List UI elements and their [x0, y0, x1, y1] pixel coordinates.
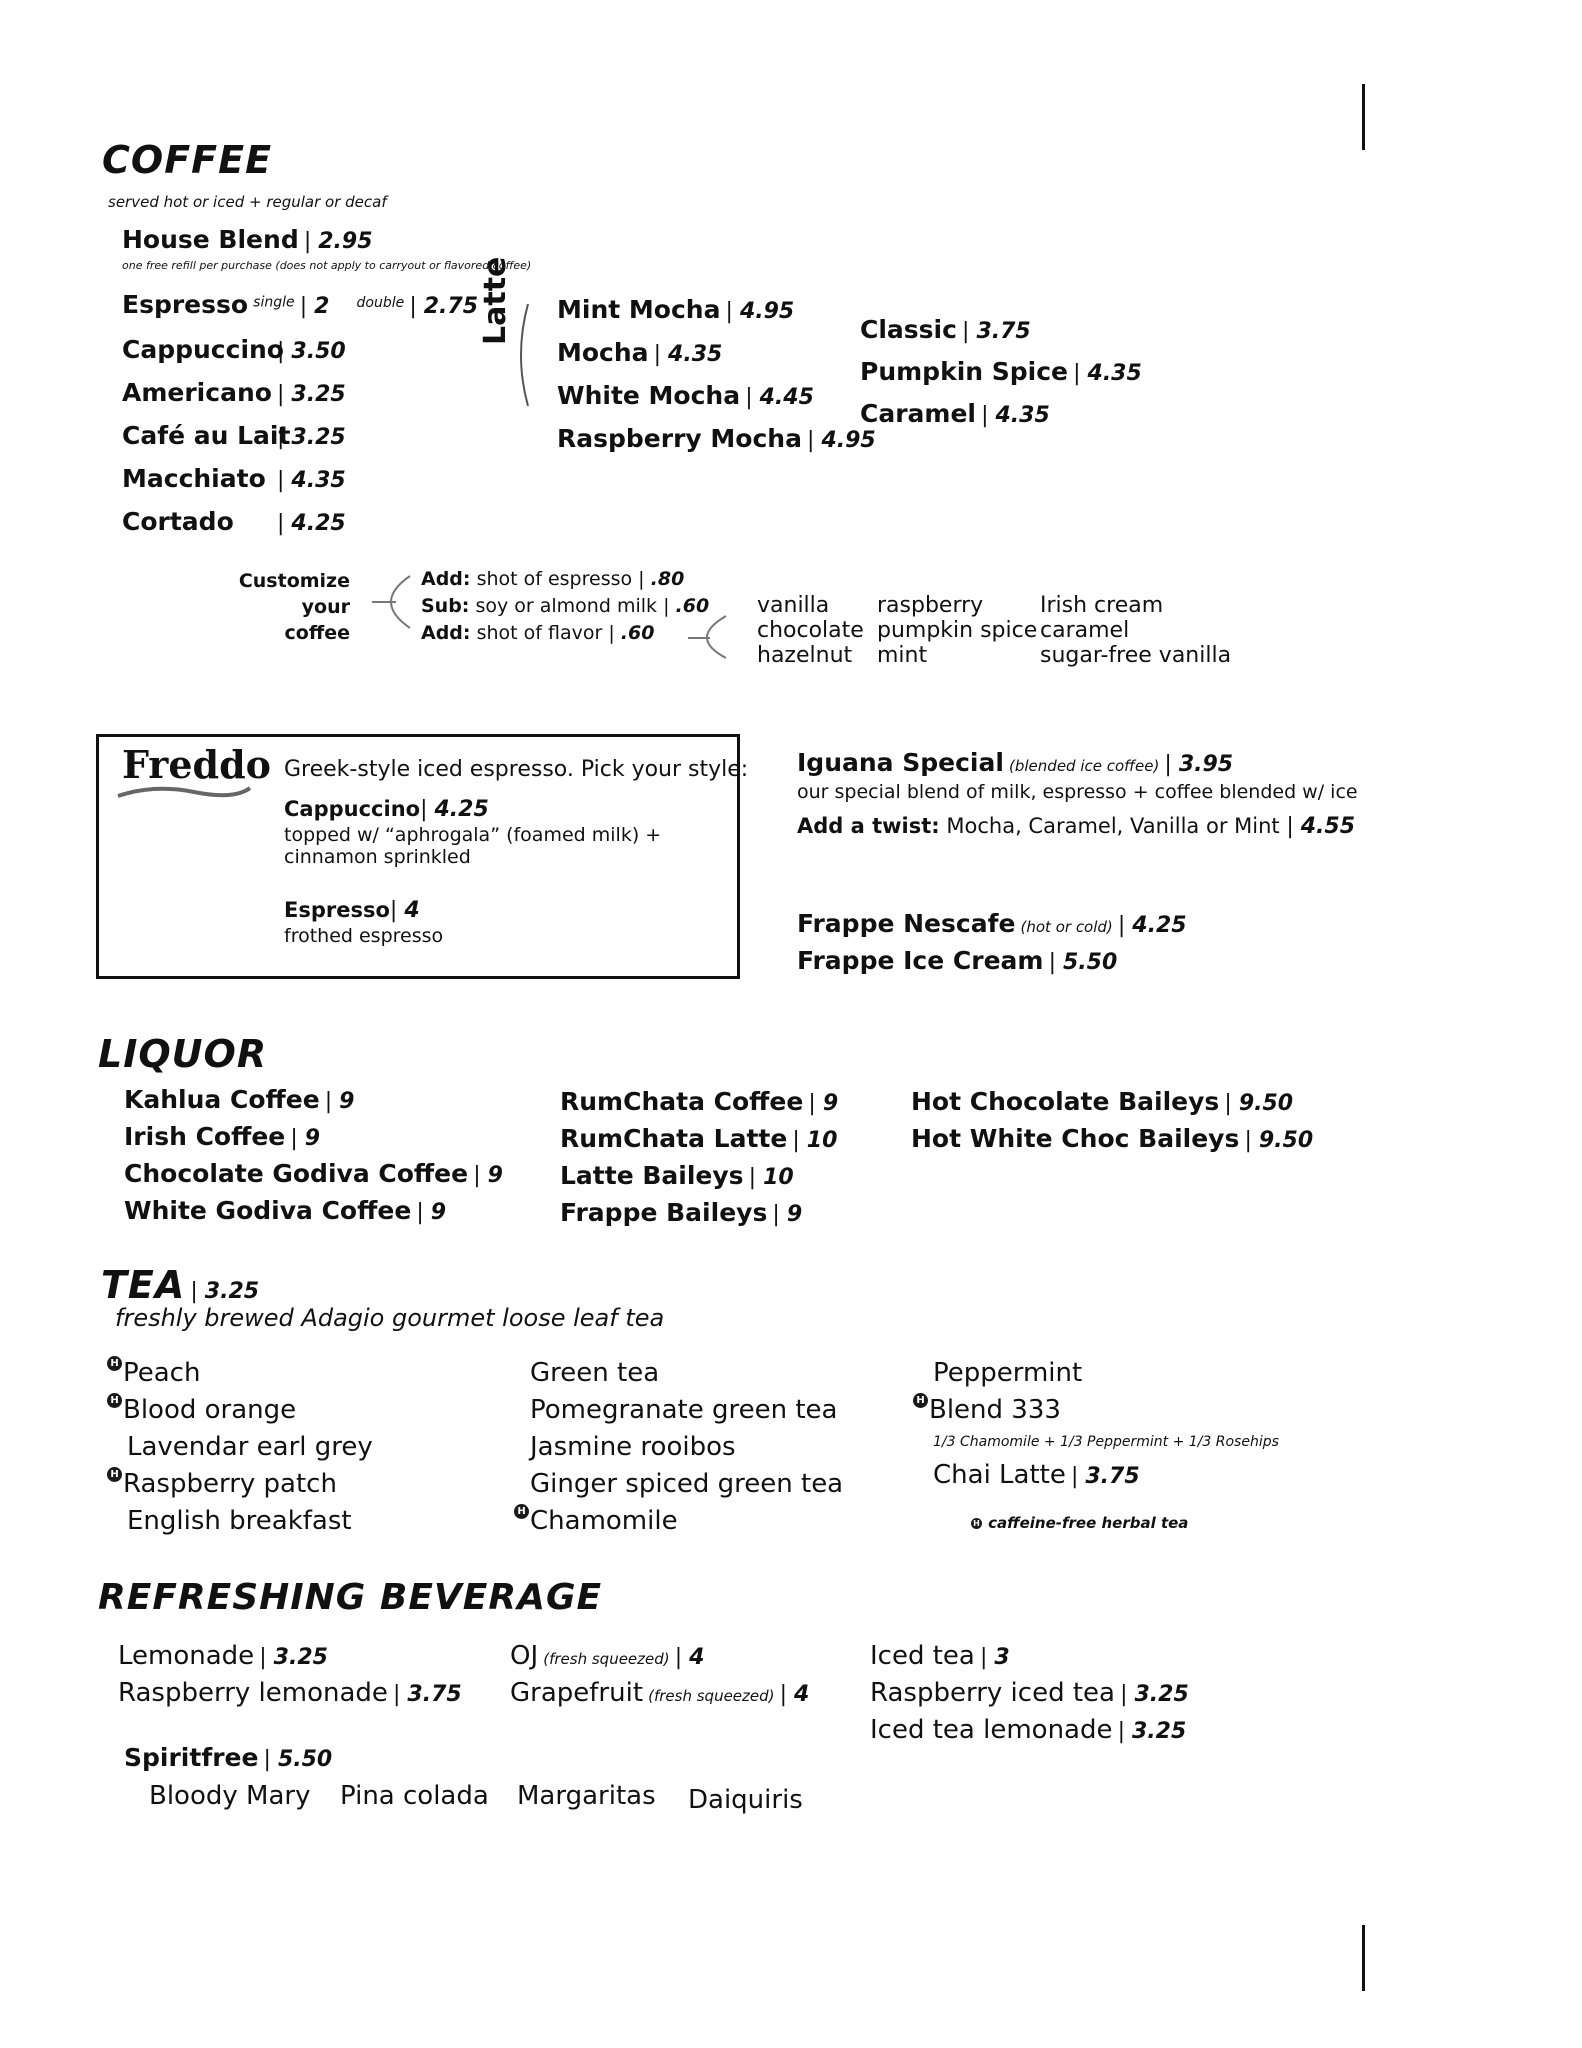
item-desc: frothed espresso	[284, 925, 444, 947]
house-blend-item	[122, 225, 373, 254]
item-price: | 4.35	[654, 342, 723, 367]
liquor-heading: LIQUOR	[98, 1032, 268, 1076]
tea-price: | 3.25	[190, 1279, 259, 1304]
herbal-icon: H	[971, 1518, 982, 1529]
menu-item	[560, 1159, 838, 1196]
flavor: vanilla	[757, 593, 830, 618]
tea-item	[107, 1430, 373, 1467]
item-name: Chocolate Godiva Coffee	[124, 1159, 469, 1188]
option-text: shot of espresso	[476, 568, 633, 590]
tea-name: Peppermint	[933, 1358, 1083, 1388]
double-label: double	[356, 294, 405, 311]
tea-legend	[971, 1513, 1188, 1532]
item-name: Iced tea	[870, 1641, 975, 1671]
item-name: RumChata Coffee	[560, 1087, 804, 1116]
item-price: | 3.50	[277, 339, 346, 364]
item-price: | 4	[390, 898, 420, 923]
menu-item	[870, 1676, 1189, 1713]
legend-text: caffeine-free herbal tea	[988, 1514, 1189, 1532]
item-price: | 4	[675, 1645, 705, 1670]
tea-name: English breakfast	[127, 1506, 352, 1536]
item-price: | 4.25	[277, 511, 346, 536]
menu-item	[122, 416, 346, 459]
iguana-desc: our special blend of milk, espresso + coffee blended w/ ice	[797, 781, 1358, 803]
tea-item	[510, 1467, 843, 1504]
twist-text: Mocha, Caramel, Vanilla or Mint	[946, 814, 1280, 838]
flavor: mint	[877, 643, 928, 668]
item-price: | 9	[416, 1200, 446, 1225]
customize-line: coffee	[284, 622, 350, 644]
tea-name: Chamomile	[530, 1506, 678, 1536]
menu-item	[124, 1194, 503, 1231]
item-paren: (fresh squeezed)	[648, 1687, 775, 1705]
customize-option	[421, 566, 709, 593]
item-name: Cappuccino	[122, 335, 284, 364]
item-price: | 3.75	[962, 319, 1031, 344]
customize-line: Customize	[238, 570, 350, 592]
item-price: | 4.25	[420, 797, 489, 822]
item-name: Espresso	[284, 898, 390, 922]
item-name: Raspberry lemonade	[118, 1678, 388, 1708]
item-price: | 9	[473, 1163, 503, 1188]
item-price: | 9	[772, 1202, 802, 1227]
flavor-bracket	[680, 612, 730, 662]
herbal-icon: H	[107, 1356, 122, 1371]
tea-name: Blend 333	[929, 1395, 1061, 1425]
item-name: RumChata Latte	[560, 1124, 788, 1153]
item-name: Irish Coffee	[124, 1122, 286, 1151]
twist-label: Add a twist:	[797, 814, 940, 838]
freddo-swoosh	[114, 780, 254, 804]
option-type: Add:	[421, 568, 471, 590]
item-name: Classic	[860, 315, 957, 344]
tea-name: Chai Latte	[933, 1460, 1066, 1490]
menu-item	[118, 1676, 462, 1713]
item-desc: cinnamon sprinkled	[284, 846, 471, 868]
menu-item	[860, 394, 1142, 436]
item-name: Frappe Ice Cream	[797, 946, 1044, 975]
item-name: Latte Baileys	[560, 1161, 744, 1190]
top-margin-rule	[1362, 84, 1365, 150]
item-price: | 9	[290, 1126, 320, 1151]
option-price: | .60	[608, 622, 654, 644]
customize-options	[421, 566, 709, 647]
house-blend-note: one free refill per purchase (does not apply to carryout or flavored coffee)	[122, 259, 532, 272]
item-name: Cortado	[122, 507, 234, 536]
freddo-espresso	[284, 898, 443, 947]
tea-col-3	[913, 1356, 1279, 1495]
flavor: chocolate	[757, 618, 864, 643]
option-type: Add:	[421, 622, 471, 644]
item-name: Macchiato	[122, 464, 266, 493]
item-price: | 3.25	[277, 425, 346, 450]
coffee-subtitle: served hot or iced + regular or decaf	[108, 193, 387, 211]
menu-item	[118, 1639, 462, 1676]
option-text: soy or almond milk	[475, 595, 658, 617]
item-price: | 3.75	[393, 1682, 462, 1707]
item-price: | 3.25	[259, 1645, 328, 1670]
tea-item	[510, 1430, 843, 1467]
liquor-col-1	[124, 1083, 503, 1231]
freddo-title: Freddo	[122, 742, 271, 787]
single-price: | 2	[300, 294, 330, 319]
item-name: Americano	[122, 378, 272, 407]
menu-item	[510, 1639, 809, 1676]
item-price: | 4	[780, 1682, 810, 1707]
item-name: Mint Mocha	[557, 295, 721, 324]
item-name: Lemonade	[118, 1641, 255, 1671]
tea-item	[107, 1393, 373, 1430]
item-price: | 4.25	[1118, 913, 1187, 938]
freddo-intro: Greek-style iced espresso. Pick your style:	[284, 757, 749, 782]
tea-name: Raspberry patch	[123, 1469, 337, 1499]
item-price: | 3.25	[277, 382, 346, 407]
tea-item	[510, 1504, 843, 1541]
refreshing-col-2	[510, 1639, 809, 1713]
tea-name: Green tea	[530, 1358, 660, 1388]
item-price: | 4.35	[1073, 361, 1142, 386]
tea-name: Ginger spiced green tea	[530, 1469, 844, 1499]
latte-bracket	[510, 300, 534, 410]
tea-name: Peach	[123, 1358, 201, 1388]
flavor: Irish cream	[1040, 593, 1164, 618]
tea-blend-note: 1/3 Chamomile + 1/3 Peppermint + 1/3 Rosehips	[933, 1434, 1279, 1450]
item-name: House Blend	[122, 225, 299, 254]
item-price: | 4.35	[277, 468, 346, 493]
tea-col-1	[107, 1356, 373, 1541]
menu-item	[560, 1122, 838, 1159]
spiritfree-item: Daiquiris	[688, 1785, 803, 1815]
liquor-col-2	[560, 1085, 838, 1233]
refreshing-col-1	[118, 1639, 462, 1713]
flavor: hazelnut	[757, 643, 853, 668]
menu-item	[557, 376, 876, 419]
menu-item	[560, 1085, 838, 1122]
menu-item	[122, 330, 346, 373]
flavor: raspberry	[877, 593, 984, 618]
flavor: pumpkin spice	[877, 618, 1038, 643]
frappe-list	[797, 907, 1187, 981]
item-name: Mocha	[557, 338, 649, 367]
spiritfree-heading	[124, 1743, 332, 1772]
item-price: | 3.25	[1120, 1682, 1189, 1707]
item-price: | 3.75	[1071, 1464, 1140, 1489]
liquor-col-3	[911, 1085, 1313, 1159]
iguana-twist	[797, 814, 1355, 839]
item-name: Grapefruit	[510, 1678, 644, 1708]
iguana-special	[797, 748, 1233, 777]
item-price: | 5.50	[264, 1747, 333, 1772]
item-name: White Godiva Coffee	[124, 1196, 412, 1225]
menu-item	[122, 459, 346, 502]
item-price: | 9.50	[1244, 1128, 1313, 1153]
spiritfree-item: Bloody Mary	[149, 1781, 311, 1811]
menu-item	[510, 1676, 809, 1713]
flavor-col-2	[877, 593, 1037, 668]
menu-item	[124, 1083, 503, 1120]
menu-item	[797, 944, 1187, 981]
menu-item	[860, 352, 1142, 394]
item-price: | 9.50	[1224, 1091, 1293, 1116]
item-name: Spiritfree	[124, 1743, 259, 1772]
item-name: Frappe Baileys	[560, 1198, 768, 1227]
item-price: | 4.95	[807, 428, 876, 453]
spiritfree-item: Margaritas	[517, 1781, 656, 1811]
option-type: Sub:	[421, 595, 470, 617]
option-price: | .60	[663, 595, 709, 617]
tea-item	[510, 1356, 843, 1393]
item-price: | 10	[792, 1128, 837, 1153]
option-price: | .80	[638, 568, 684, 590]
item-name: Cappuccino	[284, 797, 421, 821]
item-name: Café au Lait	[122, 421, 291, 450]
item-name: Iguana Special	[797, 748, 1004, 777]
tea-name: Jasmine rooibos	[530, 1432, 736, 1462]
tea-item	[913, 1356, 1279, 1393]
menu-item	[911, 1085, 1313, 1122]
item-paren: (fresh squeezed)	[543, 1650, 670, 1668]
tea-name: Lavendar earl grey	[127, 1432, 373, 1462]
herbal-icon: H	[514, 1504, 529, 1519]
menu-item	[557, 333, 876, 376]
menu-item	[870, 1713, 1189, 1750]
item-name: Kahlua Coffee	[124, 1085, 320, 1114]
tea-name: Blood orange	[123, 1395, 297, 1425]
customize-label	[230, 568, 350, 646]
item-name: Raspberry iced tea	[870, 1678, 1115, 1708]
menu-item	[560, 1196, 838, 1233]
item-price: | 3.95	[1164, 752, 1233, 777]
double-price: | 2.75	[409, 294, 478, 319]
refreshing-col-3	[870, 1639, 1189, 1750]
flavor: caramel	[1040, 618, 1130, 643]
menu-item	[797, 907, 1187, 944]
item-name: OJ	[510, 1641, 539, 1671]
item-price: | 10	[749, 1165, 794, 1190]
item-name: White Mocha	[557, 381, 741, 410]
tea-name: Pomegranate green tea	[530, 1395, 838, 1425]
item-name: Hot White Choc Baileys	[911, 1124, 1240, 1153]
tea-item	[510, 1393, 843, 1430]
refreshing-heading: REFRESHING BEVERAGE	[98, 1577, 603, 1618]
single-label: single	[253, 294, 295, 311]
menu-item	[870, 1639, 1189, 1676]
item-name: Raspberry Mocha	[557, 424, 802, 453]
item-price: | 9	[325, 1089, 355, 1114]
coffee-list	[122, 330, 346, 545]
menu-item	[124, 1157, 503, 1194]
item-name: Frappe Nescafe	[797, 909, 1016, 938]
item-name: Caramel	[860, 399, 976, 428]
item-price: | 5.50	[1049, 950, 1118, 975]
latte-flavor-list	[860, 310, 1142, 436]
latte-label: Latte	[478, 256, 513, 345]
menu-item	[911, 1122, 1313, 1159]
item-price: | 3	[980, 1645, 1010, 1670]
item-price: | 4.45	[745, 385, 814, 410]
item-name: Pumpkin Spice	[860, 357, 1069, 386]
spiritfree-item: Pina colada	[340, 1781, 489, 1811]
tea-item	[913, 1458, 1279, 1495]
menu-item	[124, 1120, 503, 1157]
menu-item	[122, 502, 346, 545]
coffee-heading: COFFEE	[102, 138, 273, 182]
option-text: shot of flavor	[476, 622, 603, 644]
tea-item	[107, 1504, 373, 1541]
twist-price: | 4.55	[1286, 814, 1355, 839]
item-paren: (blended ice coffee)	[1009, 757, 1160, 775]
customize-bracket	[362, 572, 412, 632]
item-price: | 4.95	[726, 299, 795, 324]
item-name: Espresso	[122, 290, 249, 319]
item-desc: topped w/ “aphrogala” (foamed milk) +	[284, 824, 662, 846]
latte-mocha-list	[557, 290, 876, 462]
menu-item	[122, 373, 346, 416]
freddo-cappuccino	[284, 797, 661, 868]
tea-heading: TEA	[101, 1263, 186, 1307]
tea-item	[913, 1393, 1279, 1430]
menu-item	[860, 310, 1142, 352]
menu-item	[557, 419, 876, 462]
tea-col-2	[510, 1356, 843, 1541]
item-paren: (hot or cold)	[1020, 918, 1113, 936]
item-name: Hot Chocolate Baileys	[911, 1087, 1220, 1116]
flavor-col-3	[1040, 593, 1231, 668]
item-price: | 9	[808, 1091, 838, 1116]
item-price: | 4.35	[981, 403, 1050, 428]
tea-heading-row	[101, 1263, 259, 1307]
flavor-col-1	[757, 593, 864, 668]
item-price: | 2.95	[304, 229, 373, 254]
item-name: Iced tea lemonade	[870, 1715, 1113, 1745]
herbal-icon: H	[107, 1393, 122, 1408]
customize-line: your	[301, 596, 350, 618]
customize-option	[421, 593, 709, 620]
tea-item	[107, 1467, 373, 1504]
menu-item	[557, 290, 876, 333]
item-price: | 3.25	[1118, 1719, 1187, 1744]
customize-option	[421, 620, 709, 647]
tea-item	[107, 1356, 373, 1393]
herbal-icon: H	[107, 1467, 122, 1482]
bottom-margin-rule	[1362, 1925, 1365, 1991]
herbal-icon: H	[913, 1393, 928, 1408]
tea-subtitle: freshly brewed Adagio gourmet loose leaf tea	[115, 1304, 665, 1332]
espresso-item	[122, 290, 478, 319]
flavor: sugar-free vanilla	[1040, 643, 1232, 668]
